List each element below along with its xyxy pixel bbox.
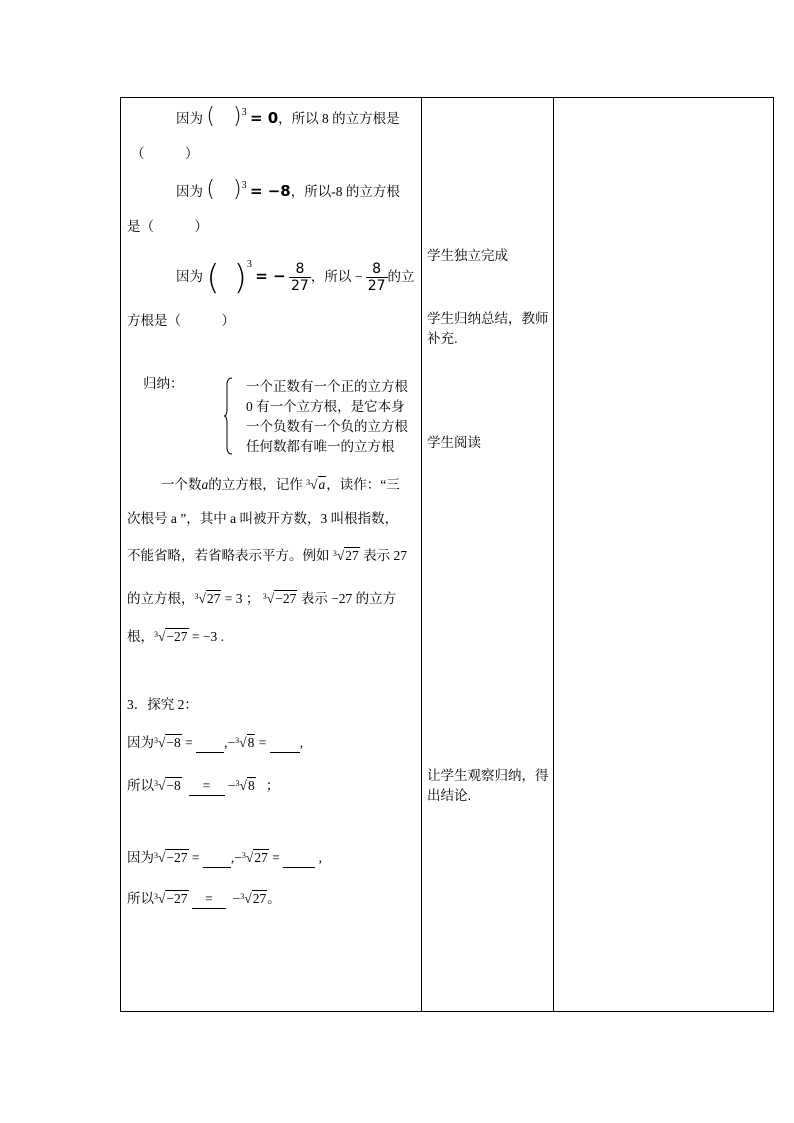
cube-root: 3 √27	[194, 591, 221, 606]
cube-root: 3 √−27	[154, 629, 188, 644]
cube-root: 3 √27	[332, 548, 359, 563]
equation: = −8	[249, 182, 291, 200]
section-heading: 3．探究 2：	[127, 697, 198, 712]
summary-line: 0 有一个立方根，是它本身	[246, 399, 405, 414]
left-paren: (	[206, 257, 220, 298]
answer-blank: 是（ ）	[127, 219, 208, 234]
answer-blank: =	[189, 777, 225, 796]
cube-neg8-line	[176, 177, 400, 203]
answer-blank: 方根是（ ）	[127, 313, 235, 328]
student-note: 让学生观察归纳，得出结论.	[427, 768, 549, 803]
explore-line: 因为 3 √−8 = ,− 3 √8 = ,	[127, 734, 303, 753]
answer-blank	[283, 849, 315, 868]
lesson-table	[120, 97, 774, 1012]
text: 的立	[387, 269, 415, 284]
summary-line: 任何数都有唯一的立方根	[246, 439, 395, 454]
exponent: 3	[241, 180, 247, 191]
right-paren: )	[233, 257, 247, 298]
brace-icon	[223, 377, 233, 455]
text: 因为	[176, 269, 203, 284]
answer-blank: （ ）	[131, 146, 199, 161]
text: ，所以 8 的立方根是	[278, 111, 400, 126]
exponent: 3	[246, 259, 252, 270]
exponent: 3	[241, 107, 247, 118]
definition-line: 次根号 a ”，其中 a 叫被开方数，3 叫根指数，	[127, 511, 399, 526]
right-paren: )	[232, 104, 242, 129]
fraction: $\frac{8}{27}$	[367, 261, 386, 295]
definition-line: 的立方根， 3 √27 = 3 ； 3 √−27 表示 −27 的立方	[127, 591, 397, 606]
explore-line: 所以 3 √−8 = − 3 √8 ；	[127, 777, 279, 796]
text: ，所以-8 的立方根	[290, 184, 400, 199]
student-note: 学生阅读	[427, 435, 481, 450]
text: ，所以 −	[310, 269, 363, 284]
text: 因为	[176, 184, 203, 199]
cube-zero-line	[176, 104, 400, 130]
explore-line: 所以 3 √−27 = − 3 √27。	[127, 890, 281, 909]
definition-line: 一个数a的立方根，记作 3 √a，读作：“三	[161, 477, 400, 492]
text: 因为	[176, 111, 203, 126]
fraction: $\frac{8}{27}$	[291, 261, 309, 295]
answer-blank: =	[192, 890, 226, 909]
student-activity-cell	[422, 98, 554, 1012]
right-paren: )	[232, 177, 242, 202]
summary-label: 归纳：	[143, 376, 184, 391]
cube-root: 3 √a	[306, 477, 326, 492]
equation: = −	[255, 267, 286, 285]
answer-blank	[203, 849, 231, 868]
equation: = 0	[249, 109, 279, 127]
student-note: 学生归纳总结，教师补充.	[427, 311, 549, 346]
cube-root: 3 √−27	[262, 591, 297, 606]
left-paren: (	[206, 104, 215, 129]
notes-cell	[554, 98, 774, 1012]
student-note: 学生独立完成	[427, 248, 508, 263]
definition-line: 根， 3 √−27 = −3 .	[127, 629, 225, 644]
explore-line: 因为 3 √−27 = ,− 3 √27 = ,	[127, 849, 322, 868]
answer-blank	[196, 734, 224, 753]
left-paren: (	[206, 177, 215, 202]
summary-line: 一个正数有一个正的立方根	[246, 379, 408, 394]
cube-frac-line	[176, 258, 415, 297]
summary-line: 一个负数有一个负的立方根	[246, 419, 408, 434]
teacher-activity-cell	[121, 98, 422, 1012]
answer-blank	[270, 734, 300, 753]
table-row	[121, 98, 774, 1012]
definition-line: 不能省略，若省略表示平方。例如 3 √27 表示 27	[127, 548, 408, 563]
